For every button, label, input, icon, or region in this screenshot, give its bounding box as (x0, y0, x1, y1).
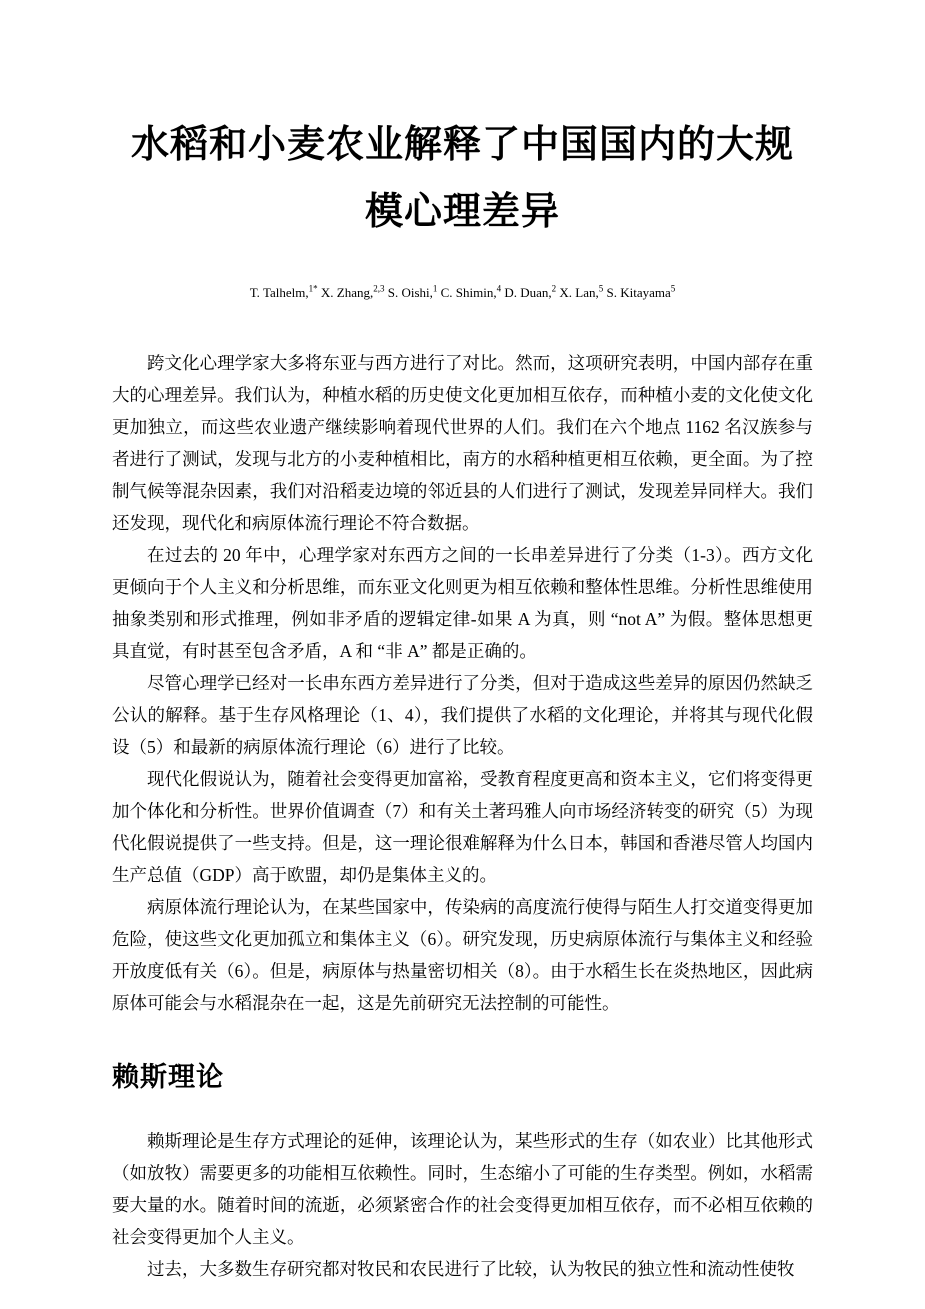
paragraph: 在过去的 20 年中，心理学家对东西方之间的一长串差异进行了分类（1-3）。西方文化更倾向于个人主义和分析思维，而东亚文化则更为相互依赖和整体性思维。分析性思维使用抽象类别和形式推理，例如非矛盾的逻辑定律-如果 A 为真，则 “not A” 为假。整体思想更具直觉，有时甚至包含矛盾，A 和 “非 A” 都是正确的。 (112, 545, 813, 662)
author-name: X. Lan, (556, 285, 599, 300)
author-affiliation-sup: 1* (308, 283, 318, 294)
author-name: D. Duan, (501, 285, 552, 300)
author-affiliation-sup: 2,3 (373, 283, 385, 294)
author-name: S. Kitayama (603, 285, 671, 300)
document-title: 水稻和小麦农业解释了中国国内的大规模心理差异 (130, 124, 794, 233)
paragraph: 跨文化心理学家大多将东亚与西方进行了对比。然而，这项研究表明，中国内部存在重大的心理差异。我们认为，种植水稻的历史使文化更加相互依存，而种植小麦的文化使文化更加独立，而这些农业遗产继续影响着现代世界的人们。我们在六个地点 1162 名汉族参与者进行了测试，发现与北方的小麦种植相比，南方的水稻种植更相互依赖，更全面。为了控制气候等混杂因素，我们对沿稻麦边境的邻近县的人们进行了测试，发现差异同样大。我们还发现，现代化和病原体流行理论不符合数据。 (112, 353, 813, 534)
author-affiliation-sup: 5 (670, 283, 676, 294)
author-name: X. Zhang, (317, 285, 374, 300)
paragraph: 病原体流行理论认为，在某些国家中，传染病的高度流行使得与陌生人打交道变得更加危险，使这些文化更加孤立和集体主义（6）。研究发现，历史病原体流行与集体主义和经验开放度低有关（6）。但是，病原体与热量密切相关（8）。由于水稻生长在炎热地区，因此病原体可能会与水稻混杂在一起，这是先前研究无法控制的可能性。 (112, 897, 813, 1014)
paragraph: 尽管心理学已经对一长串东西方差异进行了分类，但对于造成这些差异的原因仍然缺乏公认的解释。基于生存风格理论（1、4），我们提供了水稻的文化理论，并将其与现代化假设（5）和最新的病原体流行理论（6）进行了比较。 (112, 673, 813, 758)
author-line (112, 285, 813, 301)
document-body (112, 347, 813, 1285)
author-affiliation-sup: 5 (598, 283, 604, 294)
author-name: T. Talhelm, (249, 285, 309, 300)
paragraph: 过去，大多数生存研究都对牧民和农民进行了比较，认为牧民的独立性和流动性使牧 (147, 1258, 795, 1279)
section-heading: 赖斯理论 (112, 1062, 224, 1093)
author-name: S. Oishi, (384, 285, 433, 300)
author-affiliation-sup: 2 (551, 283, 557, 294)
author-affiliation-sup: 4 (496, 283, 502, 294)
paragraph: 现代化假说认为，随着社会变得更加富裕，受教育程度更高和资本主义，它们将变得更加个体化和分析性。世界价值调查（7）和有关土著玛雅人向市场经济转变的研究（5）为现代化假说提供了一些支持。但是，这一理论很难解释为什么日本，韩国和香港尽管人均国内生产总值（GDP）高于欧盟，却仍是集体主义的。 (112, 769, 813, 886)
paragraph: 赖斯理论是生存方式理论的延伸，该理论认为，某些形式的生存（如农业）比其他形式（如放牧）需要更多的功能相互依赖性。同时，生态缩小了可能的生存类型。例如，水稻需要大量的水。随着时间的流逝，必须紧密合作的社会变得更加相互依存，而不必相互依赖的社会变得更加个人主义。 (112, 1130, 813, 1247)
author-affiliation-sup: 1 (432, 283, 438, 294)
author-name: C. Shimin, (437, 285, 497, 300)
